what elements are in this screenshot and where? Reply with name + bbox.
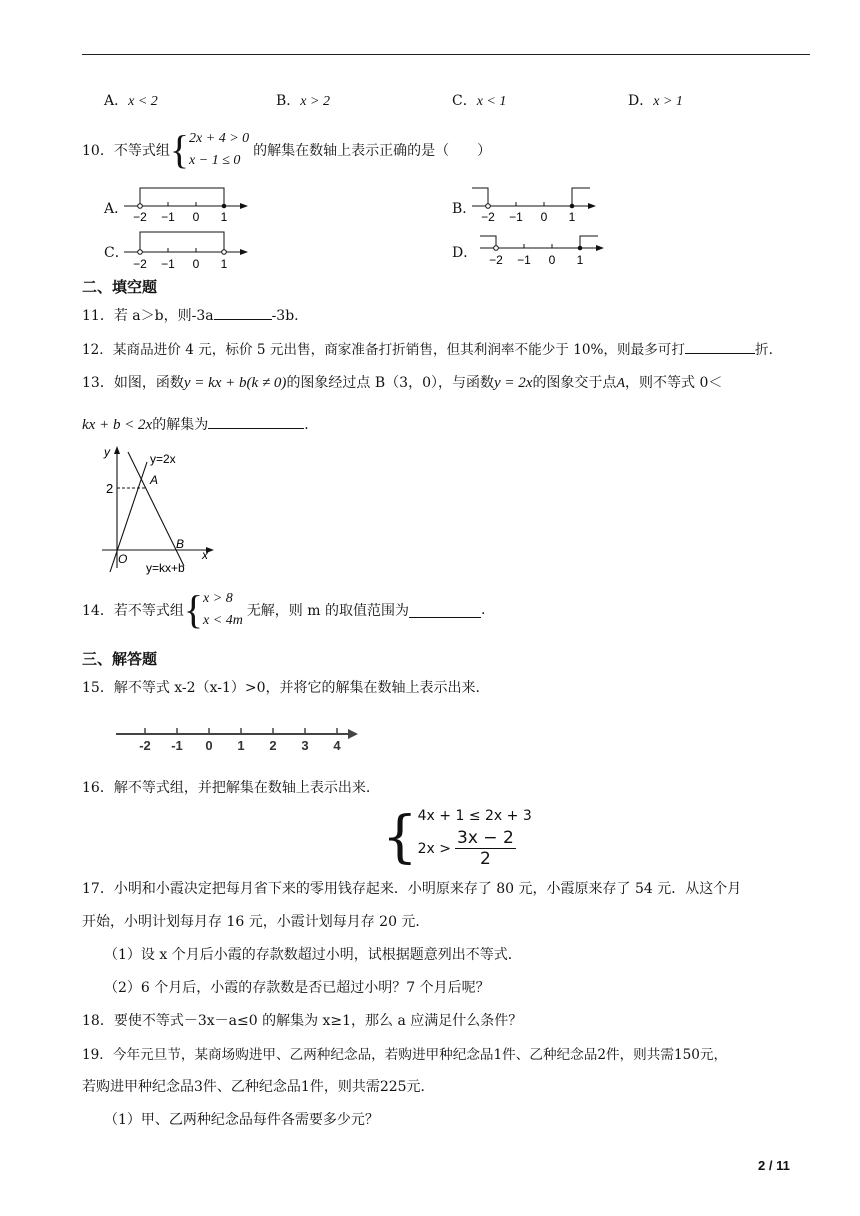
fraction: $\frac{3x - 2}{2}$ xyxy=(457,828,514,869)
q10-option-a-label: A． xyxy=(104,201,129,217)
q15-number-line xyxy=(114,722,364,752)
point-a-label: A xyxy=(150,473,159,487)
point-b-label: B xyxy=(176,537,185,551)
tick-label: −2 xyxy=(489,253,503,267)
tick-label: 0 xyxy=(205,738,213,752)
brace: { xyxy=(169,127,190,172)
tick-label: −2 xyxy=(481,210,495,224)
question-17-sub-1: （1）设 x 个月后小霞的存款数超过小明，试根据题意列出不等式． xyxy=(104,947,522,963)
tick-label: −1 xyxy=(161,257,175,271)
tick-label: -1 xyxy=(171,738,183,752)
x-axis-label: x xyxy=(202,548,208,562)
tick-label: −2 xyxy=(133,257,147,271)
q10-number-line-c xyxy=(124,228,254,272)
y-tick-label: 2 xyxy=(106,481,114,496)
inequality-system: x > 8 x < 4m xyxy=(203,591,243,628)
question-15: 15．解不等式 x-2（x-1）>0，并将它的解集在数轴上表示出来. xyxy=(82,680,480,696)
question-16: 16．解不等式组，并把解集在数轴上表示出来. xyxy=(82,780,371,796)
q9-option-d: D．x > 1 xyxy=(628,93,683,109)
line-label-2x: y=2x xyxy=(150,452,176,466)
q9-option-a: A．x < 2 xyxy=(104,93,158,109)
tick-label: 2 xyxy=(269,738,277,752)
question-12: 12．某商品进价 4 元，标价 5 元出售，商家准备打折销售，但其利润率不能少于 10%，则最多可打 折. xyxy=(82,338,773,358)
answer-blank[interactable] xyxy=(208,414,304,429)
origin-label: O xyxy=(118,552,128,566)
question-10: 10． 不等式组 { 2x + 4 > 0 x − 1 ≤ 0 的解集在数轴上表示正确的是（ ） xyxy=(82,127,492,172)
header-rule xyxy=(82,54,810,55)
brace: { xyxy=(382,804,418,870)
q10-option-b-label: B． xyxy=(452,201,477,217)
tick-label: 3 xyxy=(301,738,309,752)
q13-function-graph xyxy=(98,444,222,578)
question-13-line-1: 13．如图，函数y = kx + b(k ≠ 0)的图象经过点 B（3，0），与函数y = 2x的图象交于点A，则不等式 0＜ xyxy=(82,375,723,391)
q10-option-c-label: C． xyxy=(104,245,129,261)
tick-label: -2 xyxy=(139,738,151,752)
q10-number-line-b xyxy=(472,184,602,224)
line-label-kxb: y=kx+b xyxy=(146,561,185,575)
question-11: 11．若 a＞b，则-3a -3b. xyxy=(82,305,299,325)
q10-number-line-a xyxy=(124,184,254,224)
q16-inequality-system: { 4x + 1 ≤ 2x + 3 2x > $\frac{3x - 2}{2}$ xyxy=(382,804,532,870)
question-19-line-2: 若购进甲种纪念品3件、乙种纪念品1件，则共需225元． xyxy=(82,1079,435,1095)
inequality-system: 2x + 4 > 0 x − 1 ≤ 0 xyxy=(189,131,250,168)
page-number: 2 / 11 xyxy=(758,1158,790,1173)
tick-label: 0 xyxy=(192,257,200,271)
section-heading-answer: 三、解答题 xyxy=(82,650,158,668)
question-13-line-2: kx + b < 2x的解集为 . xyxy=(82,414,309,434)
tick-label: 1 xyxy=(220,257,228,271)
answer-blank[interactable] xyxy=(685,339,755,354)
tick-label: 1 xyxy=(237,738,245,752)
brace: { xyxy=(183,587,204,632)
question-19-line-1: 19．今年元旦节，某商场购进甲、乙两种纪念品，若购进甲种纪念品1件、乙种纪念品2件，则共需150元， xyxy=(82,1047,728,1063)
tick-label: 4 xyxy=(333,738,341,752)
tick-label: 1 xyxy=(568,210,576,224)
answer-blank[interactable] xyxy=(409,603,481,618)
tick-label: −2 xyxy=(133,210,147,224)
question-17-line-2: 开始，小明计划每月存 16 元，小霞计划每月存 20 元． xyxy=(82,914,430,930)
tick-label: 1 xyxy=(576,253,584,267)
question-14: 14． 若不等式组 { x > 8 x < 4m 无解，则 m 的取值范围为 . xyxy=(82,587,486,632)
question-17-line-1: 17．小明和小霞决定把每月省下来的零用钱存起来．小明原来存了 80 元，小霞原来存了 54 元．从这个月 xyxy=(82,881,742,897)
tick-label: 1 xyxy=(220,210,228,224)
tick-label: −1 xyxy=(161,210,175,224)
answer-blank[interactable] xyxy=(214,305,272,320)
tick-label: 0 xyxy=(548,253,556,267)
question-18: 18．要使不等式－3x－a≤0 的解集为 x≥1，那么 a 应满足什么条件？ xyxy=(82,1013,523,1029)
q10-option-d-label: D． xyxy=(452,245,478,261)
tick-label: −1 xyxy=(509,210,523,224)
section-heading-fill-in: 二、填空题 xyxy=(82,278,158,296)
question-17-sub-2: （2）6 个月后，小霞的存款数是否已超过小明？7 个月后呢？ xyxy=(104,980,490,996)
y-axis-label: y xyxy=(104,445,110,459)
q9-option-c: C．x < 1 xyxy=(452,93,507,109)
tick-label: 0 xyxy=(192,210,200,224)
question-19-sub-1: （1）甲、乙两种纪念品每件各需要多少元？ xyxy=(104,1112,379,1128)
tick-label: −1 xyxy=(517,253,531,267)
tick-label: 0 xyxy=(540,210,548,224)
q10-number-line-d xyxy=(480,232,610,272)
q9-option-b: B．x > 2 xyxy=(276,93,330,109)
